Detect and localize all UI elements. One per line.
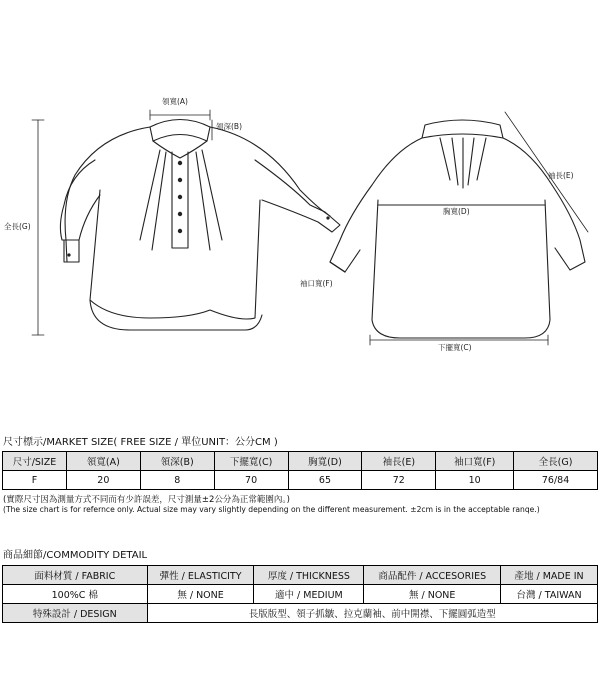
design-row: [3, 604, 598, 623]
size-note-zh: (實際尺寸因為測量方式不同而有少許誤差，尺寸測量±2公分為正常範圍內。): [3, 495, 290, 505]
detail-header-cell: 商品配件 / ACCESORIES: [364, 566, 501, 585]
size-cell: 10: [436, 471, 514, 490]
front-shirt-drawing: [60, 120, 340, 331]
size-section-title: 尺寸標示/MARKET SIZE( FREE SIZE / 單位UNIT：公分CM ): [3, 437, 278, 448]
front-buttons: [67, 161, 329, 257]
size-cell: 76/84: [514, 471, 598, 490]
size-cell: 65: [288, 471, 362, 490]
size-cell: 20: [66, 471, 140, 490]
label-chest-width: 胸寬(D): [443, 207, 470, 216]
detail-cell: 適中 / MEDIUM: [254, 585, 364, 604]
size-table-row: [3, 471, 598, 490]
size-header-cell: 袖口寬(F): [436, 452, 514, 471]
size-header-cell: 胸寬(D): [288, 452, 362, 471]
size-cell: F: [3, 471, 67, 490]
detail-header-cell: 厚度 / THICKNESS: [254, 566, 364, 585]
size-header-cell: 領寬(A): [66, 452, 140, 471]
size-header-cell: 下擺寬(C): [214, 452, 288, 471]
detail-table: [2, 565, 598, 623]
size-table: [2, 451, 598, 490]
design-value: 長版版型、領子抓皺、拉克蘭袖、前中開襟、下擺圓弧造型: [147, 604, 597, 623]
detail-cell: 台灣 / TAIWAN: [501, 585, 598, 604]
size-header-cell: 領深(B): [140, 452, 214, 471]
label-collar-width: 領寬(A): [162, 97, 188, 106]
label-hem-width: 下擺寬(C): [438, 343, 472, 352]
size-table-header-row: [3, 452, 598, 471]
label-sleeve-length: 袖長(E): [548, 171, 574, 180]
detail-cell: 無 / NONE: [147, 585, 254, 604]
measurement-lines: [32, 110, 588, 345]
size-header-cell: 袖長(E): [362, 452, 436, 471]
label-cuff-width: 袖口寬(F): [300, 279, 333, 288]
detail-table-header-row: [3, 566, 598, 585]
label-full-length: 全長(G): [4, 222, 31, 231]
size-cell: 72: [362, 471, 436, 490]
size-note-en: (The size chart is for refernce only. Actual size may vary slightly depending on the different measurement. ±2cm is in the acceptable ranqe.): [3, 505, 540, 514]
detail-section-title: 商品細節/COMMODITY DETAIL: [3, 550, 148, 561]
detail-cell: 100%C 棉: [3, 585, 148, 604]
detail-table-row: [3, 585, 598, 604]
detail-header-cell: 產地 / MADE IN: [501, 566, 598, 585]
detail-header-cell: 面料材質 / FABRIC: [3, 566, 148, 585]
detail-header-cell: 彈性 / ELASTICITY: [147, 566, 254, 585]
label-collar-depth: 領深(B): [216, 122, 242, 131]
back-shirt-drawing: [330, 120, 585, 338]
size-cell: 8: [140, 471, 214, 490]
size-header-cell: 全長(G): [514, 452, 598, 471]
design-label: 特殊設計 / DESIGN: [3, 604, 148, 623]
detail-cell: 無 / NONE: [364, 585, 501, 604]
size-cell: 70: [214, 471, 288, 490]
size-header-cell: 尺寸/SIZE: [3, 452, 67, 471]
